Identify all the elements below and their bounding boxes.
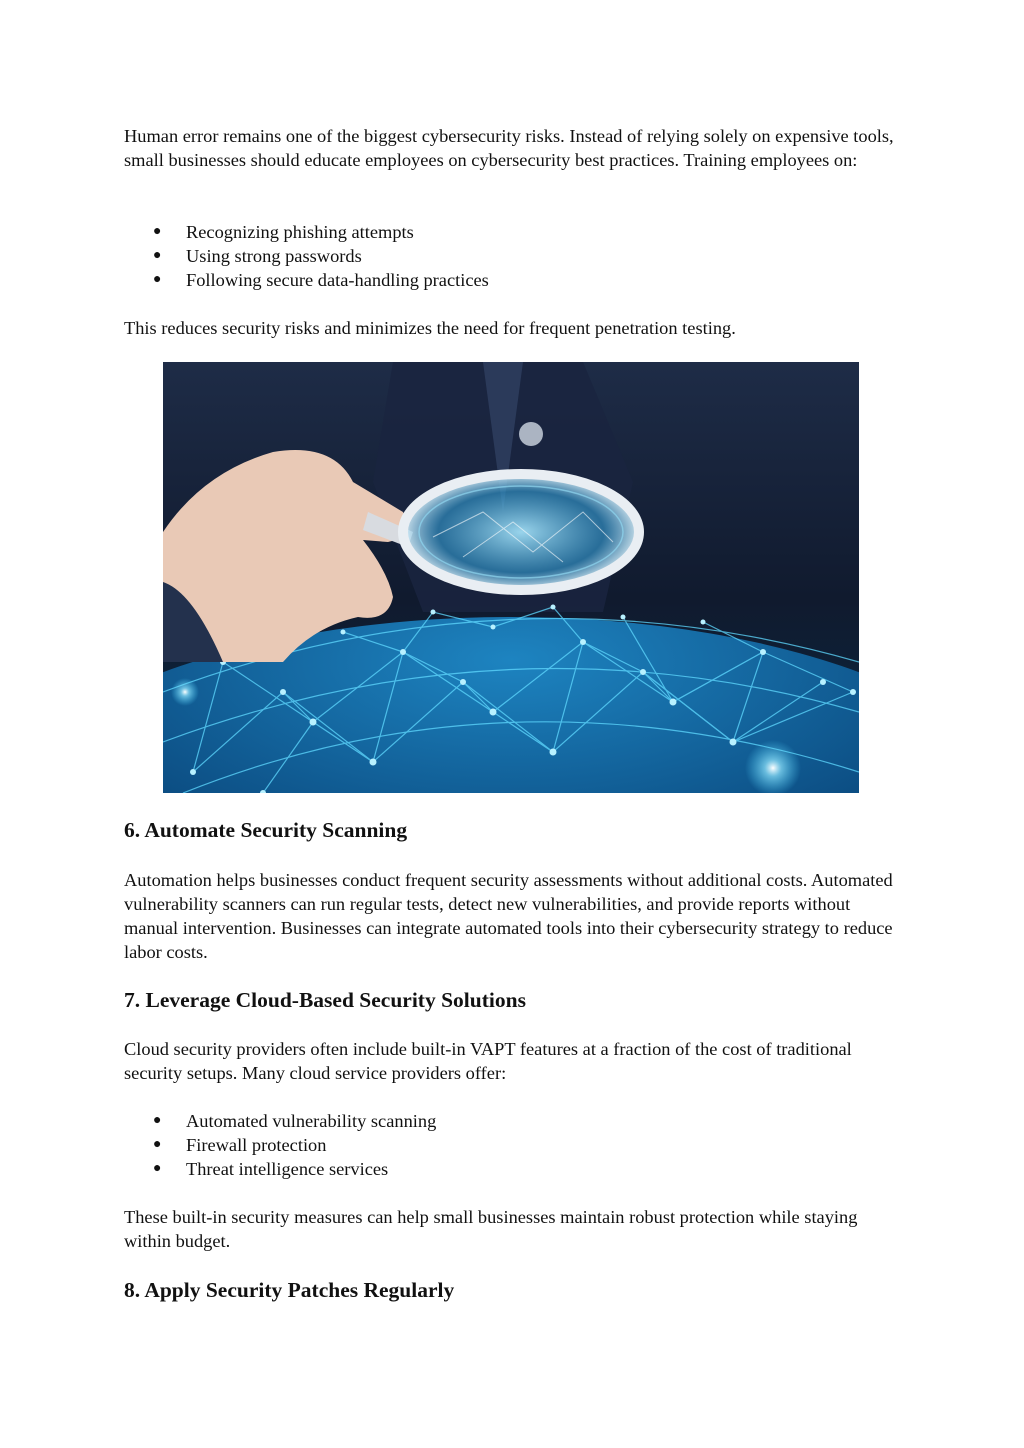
section-8-heading: 8. Apply Security Patches Regularly	[124, 1278, 455, 1302]
list-item	[124, 268, 489, 292]
list-item	[124, 244, 489, 268]
list-item	[124, 1133, 436, 1157]
list-item-text: Automated vulnerability scanning	[186, 1111, 437, 1131]
bullet-icon: ●	[153, 1113, 162, 1128]
list-item-text: Threat intelligence services	[186, 1159, 389, 1179]
magnifying-glass-network-image	[163, 362, 859, 793]
intro-closing-paragraph: This reduces security risks and minimizes the need for frequent penetration testing.	[124, 318, 736, 338]
section-7-paragraph: Cloud security providers often include built-in VAPT features at a fraction of the cost of traditional security setups. Many cloud service providers offer:	[124, 1039, 852, 1083]
list-item-text: Firewall protection	[186, 1135, 327, 1155]
list-item	[124, 1109, 436, 1133]
cloud-features-list	[124, 1109, 436, 1181]
list-item-text: Following secure data-handling practices	[186, 270, 489, 290]
section-6-paragraph: Automation helps businesses conduct frequent security assessments without additional costs. Automated vulnerability scanners can run regular tests, detect new vulnerabilities, and provide reports without manual intervention. Businesses can integrate automated tools into their cybersecurity strategy to reduce labor costs.	[124, 870, 893, 962]
list-item-text: Recognizing phishing attempts	[186, 222, 414, 242]
bullet-icon: ●	[153, 1161, 162, 1176]
training-topics-list	[124, 220, 489, 292]
bullet-icon: ●	[153, 272, 162, 287]
bullet-icon: ●	[153, 1137, 162, 1152]
list-item	[124, 220, 489, 244]
section-7-closing-paragraph: These built-in security measures can help small businesses maintain robust protection while staying within budget.	[124, 1207, 858, 1251]
intro-paragraph: Human error remains one of the biggest cybersecurity risks. Instead of relying solely on expensive tools, small businesses should educate employees on cybersecurity best practices. Training employees on:	[124, 126, 894, 170]
list-item	[124, 1157, 436, 1181]
list-item-text: Using strong passwords	[186, 246, 362, 266]
section-7-heading: 7. Leverage Cloud-Based Security Solutions	[124, 988, 526, 1012]
bullet-icon: ●	[153, 224, 162, 239]
bullet-icon: ●	[153, 248, 162, 263]
section-6-heading: 6. Automate Security Scanning	[124, 818, 408, 842]
